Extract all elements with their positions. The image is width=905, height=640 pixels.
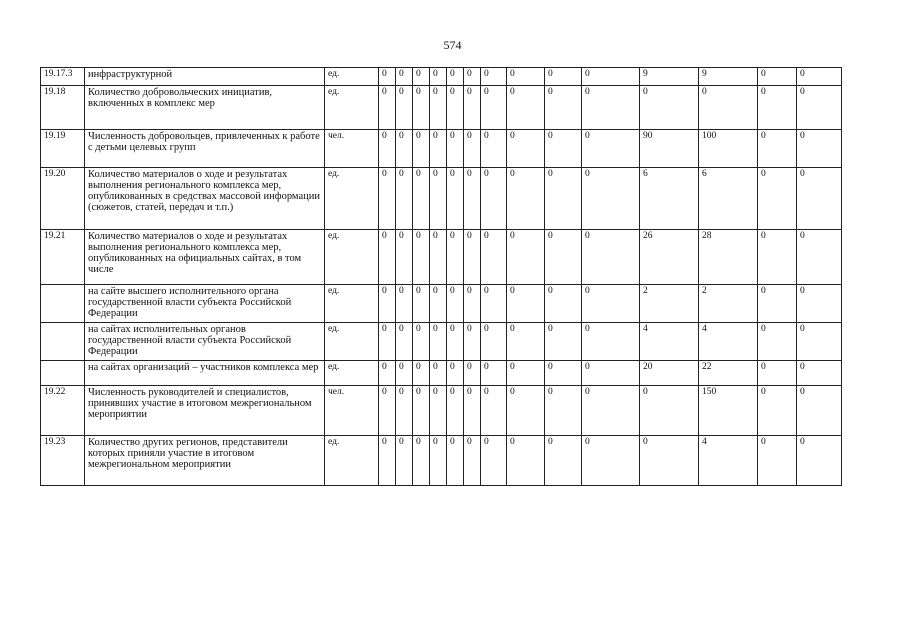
row-value-cell: 0	[507, 68, 545, 86]
row-value-cell: 0	[640, 386, 699, 436]
row-value-cell: 0	[582, 86, 640, 130]
row-indicator-name: Количество материалов о ходе и результатах выполнения регионального комплекса мер, опубликованных на официальных сайтах, в том числе	[85, 230, 325, 285]
row-value-cell: 0	[396, 230, 413, 285]
row-value-cell: 0	[758, 68, 797, 86]
row-unit: ед.	[325, 68, 379, 86]
row-value-cell: 0	[545, 386, 582, 436]
row-indicator-name: на сайтах исполнительных органов государственной власти субъекта Российской Федерации	[85, 323, 325, 361]
row-value-cell: 0	[797, 386, 842, 436]
row-value-cell: 0	[447, 68, 464, 86]
row-value-cell: 4	[699, 436, 758, 486]
row-value-cell: 0	[582, 361, 640, 386]
row-value-cell: 0	[464, 168, 481, 230]
row-value-cell: 26	[640, 230, 699, 285]
row-value-cell: 0	[464, 323, 481, 361]
row-value-cell: 0	[413, 130, 430, 168]
row-value-cell: 9	[640, 68, 699, 86]
row-value-cell: 0	[396, 323, 413, 361]
row-value-cell: 0	[430, 361, 447, 386]
row-value-cell: 0	[507, 361, 545, 386]
row-value-cell: 0	[430, 86, 447, 130]
row-value-cell: 0	[797, 86, 842, 130]
row-code	[41, 323, 85, 361]
row-value-cell: 150	[699, 386, 758, 436]
table-row	[41, 361, 842, 386]
row-value-cell: 0	[447, 386, 464, 436]
row-value-cell: 4	[699, 323, 758, 361]
row-value-cell: 0	[379, 436, 396, 486]
row-value-cell: 0	[413, 386, 430, 436]
row-value-cell: 0	[507, 436, 545, 486]
row-value-cell: 0	[464, 361, 481, 386]
row-indicator-name: на сайте высшего исполнительного органа государственной власти субъекта Российской Федерации	[85, 285, 325, 323]
row-value-cell: 0	[545, 230, 582, 285]
row-value-cell: 0	[582, 285, 640, 323]
row-value-cell: 20	[640, 361, 699, 386]
row-value-cell: 90	[640, 130, 699, 168]
row-value-cell: 0	[413, 361, 430, 386]
table-row	[41, 436, 842, 486]
row-value-cell: 6	[699, 168, 758, 230]
row-code: 19.22	[41, 386, 85, 436]
row-value-cell: 0	[507, 323, 545, 361]
row-value-cell: 0	[447, 436, 464, 486]
row-value-cell: 0	[507, 168, 545, 230]
row-value-cell: 0	[430, 285, 447, 323]
row-value-cell: 0	[396, 436, 413, 486]
row-value-cell: 0	[797, 230, 842, 285]
row-indicator-name: на сайтах организаций – участников комплекса мер	[85, 361, 325, 386]
row-value-cell: 0	[758, 285, 797, 323]
row-indicator-name: инфраструктурной	[85, 68, 325, 86]
row-value-cell: 0	[758, 168, 797, 230]
row-value-cell: 0	[379, 86, 396, 130]
row-value-cell: 0	[758, 436, 797, 486]
row-value-cell: 22	[699, 361, 758, 386]
row-value-cell: 9	[699, 68, 758, 86]
row-value-cell: 100	[699, 130, 758, 168]
row-value-cell: 2	[640, 285, 699, 323]
row-value-cell: 0	[481, 130, 507, 168]
row-value-cell: 4	[640, 323, 699, 361]
row-value-cell: 0	[413, 230, 430, 285]
row-indicator-name: Количество материалов о ходе и результатах выполнения регионального комплекса мер, опубликованных в средствах массовой информации (сюжетов, статей, передач и т.п.)	[85, 168, 325, 230]
row-value-cell: 0	[379, 168, 396, 230]
row-value-cell: 0	[447, 130, 464, 168]
row-value-cell: 0	[430, 68, 447, 86]
page-number: 574	[443, 38, 462, 52]
row-value-cell: 0	[447, 285, 464, 323]
row-value-cell: 0	[481, 436, 507, 486]
row-indicator-name: Численность руководителей и специалистов, принявших участие в итоговом межрегиональном мероприятии	[85, 386, 325, 436]
row-value-cell: 0	[582, 323, 640, 361]
row-value-cell: 0	[481, 361, 507, 386]
row-code: 19.19	[41, 130, 85, 168]
row-value-cell: 0	[507, 86, 545, 130]
table-row	[41, 130, 842, 168]
row-value-cell: 0	[447, 323, 464, 361]
row-value-cell: 0	[413, 68, 430, 86]
row-code	[41, 285, 85, 323]
row-value-cell: 0	[447, 230, 464, 285]
table-row	[41, 86, 842, 130]
row-value-cell: 0	[464, 230, 481, 285]
row-value-cell: 0	[396, 285, 413, 323]
row-unit: ед.	[325, 86, 379, 130]
row-value-cell: 0	[582, 436, 640, 486]
row-value-cell: 0	[430, 436, 447, 486]
row-unit: чел.	[325, 130, 379, 168]
row-value-cell: 0	[797, 68, 842, 86]
row-value-cell: 0	[545, 68, 582, 86]
row-value-cell: 0	[396, 86, 413, 130]
row-value-cell: 0	[464, 86, 481, 130]
row-value-cell: 0	[413, 323, 430, 361]
row-value-cell: 0	[379, 285, 396, 323]
row-value-cell: 0	[464, 130, 481, 168]
row-value-cell: 0	[379, 68, 396, 86]
row-value-cell: 0	[545, 323, 582, 361]
row-value-cell: 0	[545, 86, 582, 130]
row-value-cell: 0	[379, 323, 396, 361]
row-value-cell: 0	[413, 285, 430, 323]
row-value-cell: 0	[430, 323, 447, 361]
row-value-cell: 0	[464, 285, 481, 323]
table-row	[41, 285, 842, 323]
row-code: 19.23	[41, 436, 85, 486]
row-value-cell: 0	[582, 68, 640, 86]
table-row	[41, 230, 842, 285]
row-value-cell: 0	[582, 130, 640, 168]
row-value-cell: 0	[545, 168, 582, 230]
row-value-cell: 0	[396, 130, 413, 168]
row-value-cell: 0	[447, 168, 464, 230]
row-value-cell: 0	[507, 386, 545, 436]
row-value-cell: 0	[758, 386, 797, 436]
row-value-cell: 0	[797, 168, 842, 230]
row-value-cell: 0	[797, 361, 842, 386]
row-unit: чел.	[325, 386, 379, 436]
row-unit: ед.	[325, 323, 379, 361]
row-value-cell: 0	[379, 386, 396, 436]
row-indicator-name: Количество других регионов, представители которых приняли участие в итоговом межрегиональном мероприятии	[85, 436, 325, 486]
row-value-cell: 0	[430, 130, 447, 168]
row-value-cell: 28	[699, 230, 758, 285]
table-row	[41, 323, 842, 361]
row-value-cell: 0	[481, 168, 507, 230]
row-value-cell: 0	[379, 130, 396, 168]
row-value-cell: 0	[545, 130, 582, 168]
row-unit: ед.	[325, 436, 379, 486]
row-value-cell: 0	[396, 168, 413, 230]
row-value-cell: 0	[413, 86, 430, 130]
table-row	[41, 386, 842, 436]
row-value-cell: 0	[430, 386, 447, 436]
row-value-cell: 0	[413, 168, 430, 230]
table-body	[41, 68, 842, 486]
row-value-cell: 0	[481, 285, 507, 323]
row-code: 19.17.3	[41, 68, 85, 86]
row-value-cell: 0	[699, 86, 758, 130]
row-value-cell: 0	[396, 361, 413, 386]
indicators-table	[40, 67, 842, 486]
row-value-cell: 0	[464, 68, 481, 86]
row-unit: ед.	[325, 285, 379, 323]
row-value-cell: 0	[413, 436, 430, 486]
row-value-cell: 0	[507, 285, 545, 323]
row-unit: ед.	[325, 168, 379, 230]
row-value-cell: 0	[481, 386, 507, 436]
row-value-cell: 0	[797, 130, 842, 168]
row-value-cell: 0	[447, 361, 464, 386]
row-value-cell: 0	[758, 323, 797, 361]
row-value-cell: 0	[464, 386, 481, 436]
row-value-cell: 0	[447, 86, 464, 130]
row-value-cell: 0	[582, 230, 640, 285]
row-indicator-name: Численность добровольцев, привлеченных к работе с детьми целевых групп	[85, 130, 325, 168]
row-unit: ед.	[325, 361, 379, 386]
table-row	[41, 68, 842, 86]
row-value-cell: 0	[797, 323, 842, 361]
row-value-cell: 0	[430, 230, 447, 285]
row-value-cell: 2	[699, 285, 758, 323]
row-code: 19.18	[41, 86, 85, 130]
row-value-cell: 0	[758, 230, 797, 285]
row-value-cell: 0	[545, 361, 582, 386]
row-value-cell: 0	[481, 230, 507, 285]
row-value-cell: 0	[481, 323, 507, 361]
row-value-cell: 0	[582, 168, 640, 230]
row-value-cell: 0	[379, 230, 396, 285]
row-value-cell: 0	[507, 230, 545, 285]
row-value-cell: 0	[396, 68, 413, 86]
row-code: 19.21	[41, 230, 85, 285]
row-unit: ед.	[325, 230, 379, 285]
row-value-cell: 0	[464, 436, 481, 486]
row-value-cell: 0	[797, 285, 842, 323]
row-value-cell: 0	[758, 86, 797, 130]
row-value-cell: 0	[481, 86, 507, 130]
row-value-cell: 0	[640, 436, 699, 486]
row-value-cell: 0	[481, 68, 507, 86]
row-value-cell: 0	[545, 436, 582, 486]
row-value-cell: 0	[758, 130, 797, 168]
table-row	[41, 168, 842, 230]
row-value-cell: 0	[379, 361, 396, 386]
row-code: 19.20	[41, 168, 85, 230]
row-indicator-name: Количество добровольческих инициатив, включенных в комплекс мер	[85, 86, 325, 130]
row-code	[41, 361, 85, 386]
row-value-cell: 0	[430, 168, 447, 230]
row-value-cell: 0	[396, 386, 413, 436]
row-value-cell: 0	[582, 386, 640, 436]
row-value-cell: 6	[640, 168, 699, 230]
row-value-cell: 0	[545, 285, 582, 323]
row-value-cell: 0	[797, 436, 842, 486]
row-value-cell: 0	[758, 361, 797, 386]
row-value-cell: 0	[640, 86, 699, 130]
row-value-cell: 0	[507, 130, 545, 168]
